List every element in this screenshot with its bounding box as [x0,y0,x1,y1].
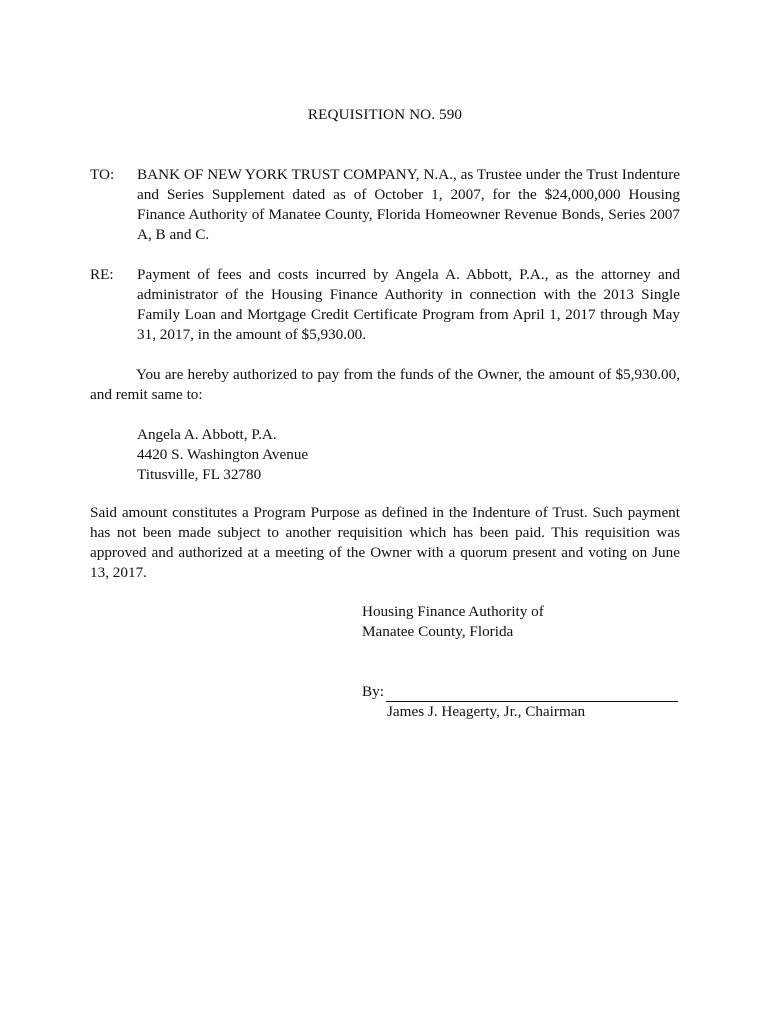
signature-org-line2: Manatee County, Florida [362,623,514,640]
signature-rule [386,687,678,702]
payee-name: Angela A. Abbott, P.A. [137,426,277,443]
payee-address [137,425,308,485]
signature-org-line1: Housing Finance Authority of [362,603,544,620]
re-label: RE: [90,266,114,283]
to-label: TO: [90,166,115,183]
purpose-text: Said amount constitutes a Program Purpose as defined in the Indenture of Trust. Such payment has not been made subject to another requisition which has been paid. This requisition was approved and authorized at a meeting of the Owner with a quorum present and voting on June 13, 2017. [90,504,680,581]
purpose-section [90,503,680,583]
re-text: Payment of fees and costs incurred by Angela A. Abbott, P.A., as the attorney and administrator of the Housing Finance Authority in connection with the 2013 Single Family Loan and Mortgage Credit Certificate Program from April 1, 2017 through May 31, 2017, in the amount of $5,930.00. [137,266,680,343]
re-section [90,265,680,345]
signature-by-line [362,682,678,702]
payee-street: 4420 S. Washington Avenue [137,446,309,463]
document-title: REQUISITION NO. 590 [307,106,463,123]
signature-org [362,602,544,642]
signer-name: James J. Heagerty, Jr., Chairman [387,703,586,720]
to-text: BANK OF NEW YORK TRUST COMPANY, N.A., as Trustee under the Trust Indenture and Series Supplement dated as of October 1, 2007, for the $24,000,000 Housing Finance Authority of Manatee County, Florida Homeowner Revenue Bonds, Series 2007 A, B and C. [137,166,680,243]
authorization-text: You are hereby authorized to pay from the funds of the Owner, the amount of $5,930.00, and remit same to: [90,366,680,403]
authorization-section [90,365,680,405]
to-section [90,165,680,245]
payee-city-state-zip: Titusville, FL 32780 [137,466,262,483]
by-label: By: [362,683,384,700]
